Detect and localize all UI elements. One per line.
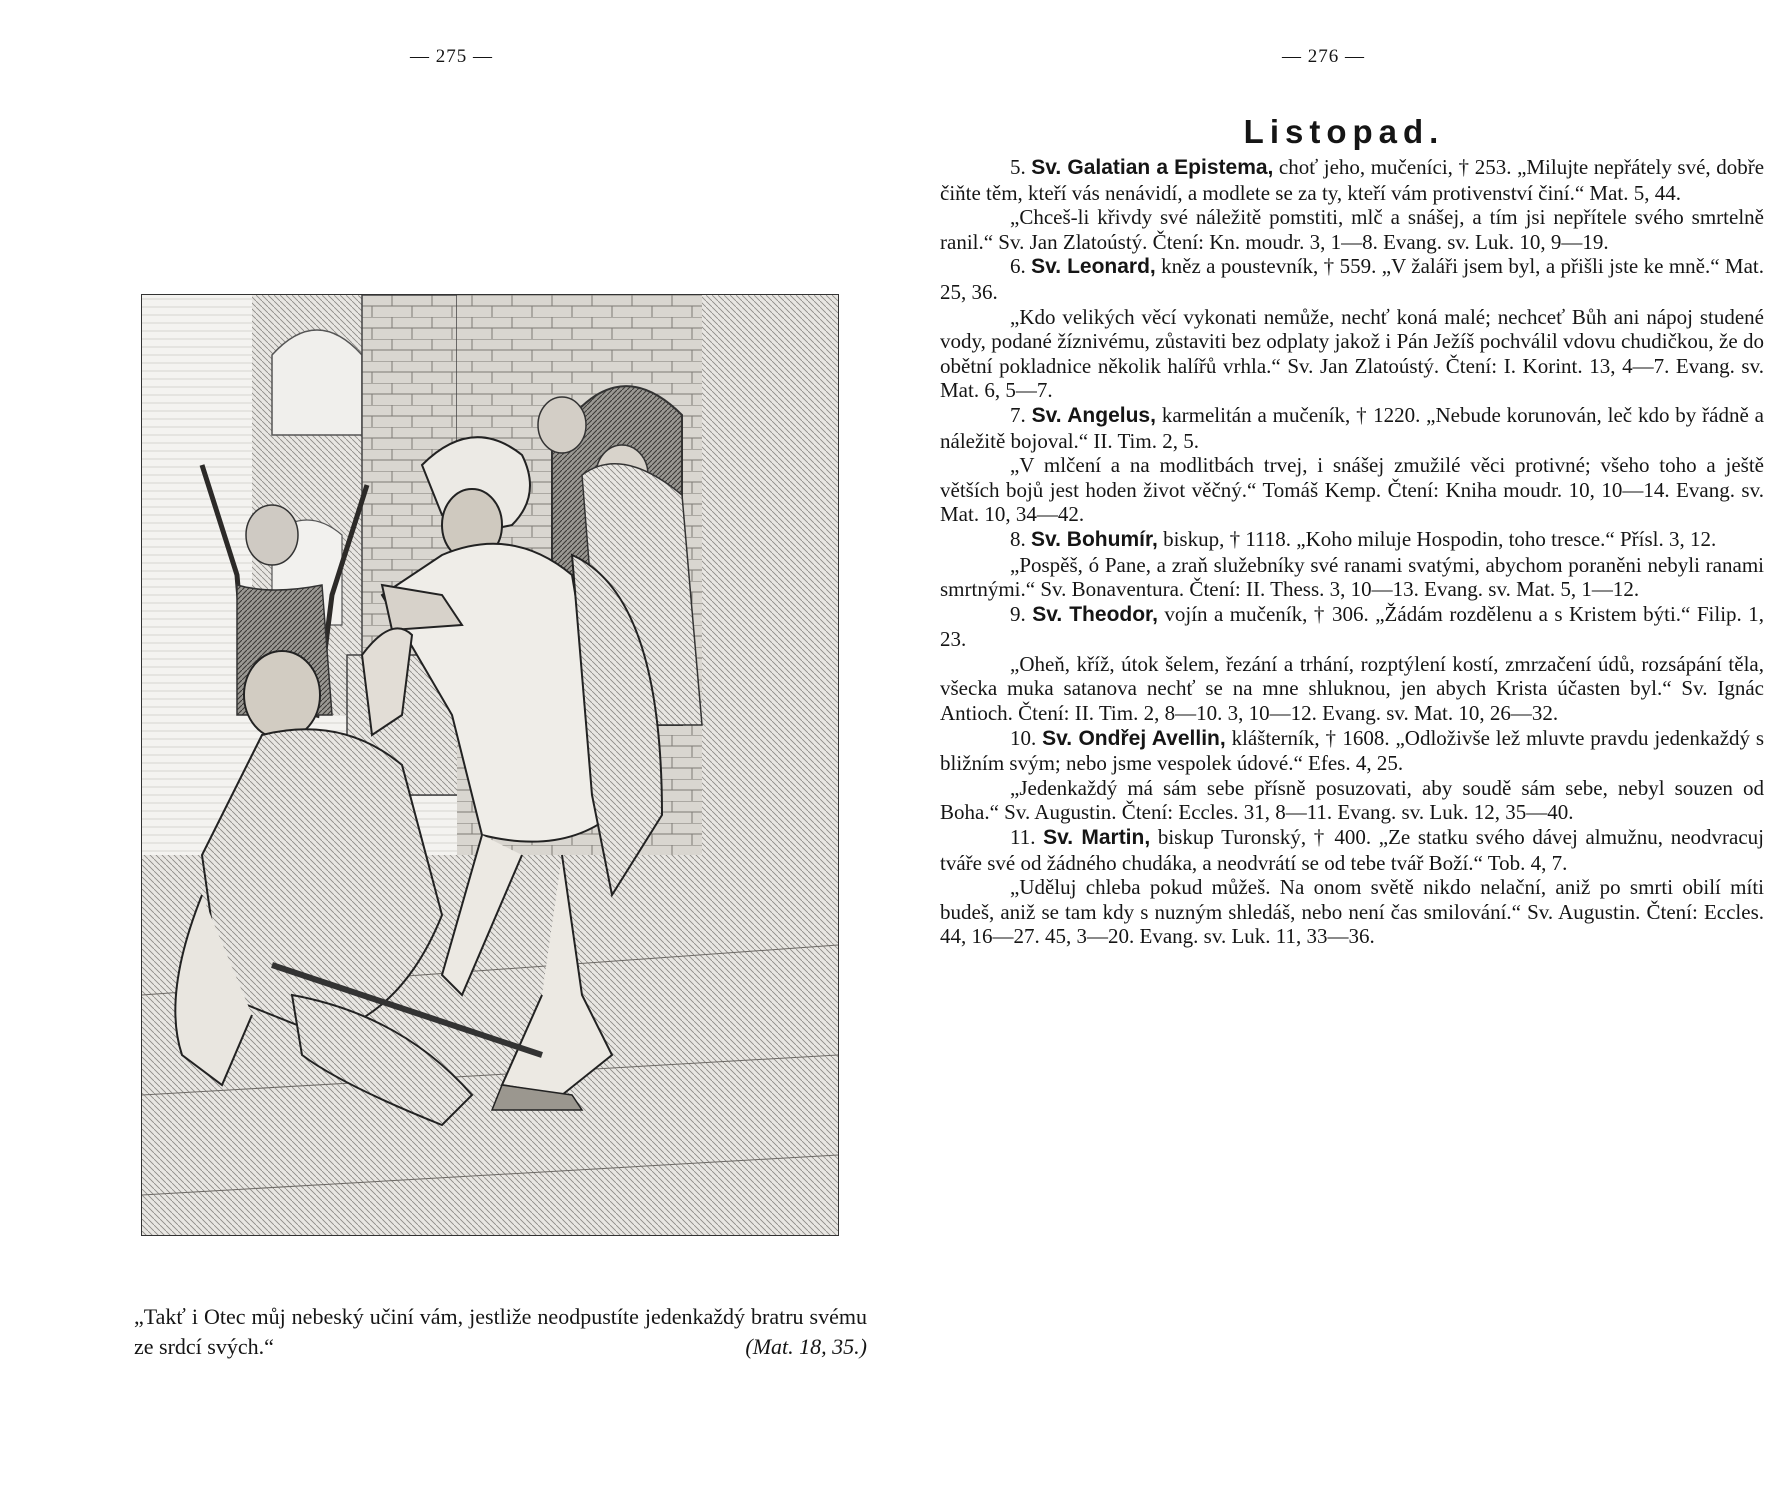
entry-text: [940, 825, 1764, 875]
entry-body: vojín a mučeník, † 306. „Žádám rozdělenu a s Kristem býti.“ Filip. 1, 23.: [940, 601, 1764, 652]
saint-name: Sv. Martin,: [1043, 826, 1151, 850]
saint-name: Sv. Ondřej Avellin,: [1042, 726, 1226, 750]
entry-text: [940, 155, 1764, 205]
entry-text: [940, 403, 1764, 453]
entry-quote: „V mlčení a na modlitbách trvej, i snášej zmužilé věci protivné; všeho toho a ještě větších bojů jest hoden život věčný.“ Tomáš Kemp. Čtení: Kniha moudr. 10, 10—14. Evang. sv. Mat. 10, 34—42.: [940, 453, 1764, 527]
entry-body: karmelitán a mučeník, † 1220. „Nebude korunován, leč kdo by řádně a náležitě bojoval.“ II. Tim. 2, 5.: [940, 402, 1764, 453]
entry-quote: „Oheň, kříž, útok šelem, řezání a trhání, rozptýlení kostí, zmrzačení údů, rozsápání těla, všecka muka satanova nechť se na mne shluknou, jen abych Krista účasten byl.“ Sv. Ignác Antioch. Čtení: II. Tim. 2, 8—10. 3, 10—12. Evang. sv. Mat. 10, 26—32.: [940, 651, 1764, 726]
entry-number: 11.: [1010, 825, 1036, 850]
entry-quote: „Uděluj chleba pokud můžeš. Na onom světě nikdo nelační, aniž po smrti obilí míti budeš, aniž se tam kdy s nuzným shledáš, nebo není čas smilování.“ Sv. Augustin. Čtení: Eccles. 44, 16—27. 45, 3—20. Evang. sv. Luk. 11, 33—36.: [940, 875, 1764, 949]
page-number-left: — 275 —: [410, 46, 493, 67]
engraving-illustration: [142, 295, 838, 1235]
entry-text: [940, 602, 1764, 652]
entry-quote: „Kdo velikých věcí vykonati nemůže, nechť koná malé; nechceť Bůh ani nápoj studené vody, podané žíznivému, zůstaviti bez odplaty jakož i Pán Ježíš pochválil vdovu chudičkou, že do obětní pokladnice několik halířů vrhla.“ Sv. Jan Zlatoústý. Čtení: I. Korint. 13, 4—7. Evang. sv. Mat. 6, 5—7.: [940, 304, 1764, 403]
saint-name: Sv. Bohumír,: [1031, 527, 1158, 551]
entry-10: [940, 726, 1764, 825]
right-page: [896, 0, 1792, 1500]
entry-11: [940, 825, 1764, 949]
month-title: Listopad.: [1243, 113, 1445, 150]
entry-quote: „Chceš-li křivdy své náležitě pomstiti, mlč a snášej, a tím jsi nepřítele svého smrtelně ranil.“ Sv. Jan Zlatoústý. Čtení: Kn. moudr. 3, 1—8. Evang. sv. Luk. 10, 9—19.: [940, 205, 1764, 254]
entry-quote: „Jedenkaždý má sám sebe přísně posuzovati, aby soudě sám sebe, nebyl souzen od Boha.“ Sv. Augustin. Čtení: Eccles. 31, 8—11. Evang. sv. Luk. 12, 35—40.: [940, 775, 1764, 825]
entry-8: [940, 527, 1764, 602]
entry-body: choť jeho, mučeníci, † 253. „Milujte nepřátely své, dobře čiňte těm, kteří vás nenávidí, a modlete se za ty, kteří vám protivenství činí.“ Mat. 5, 44.: [940, 155, 1765, 205]
illustration: [141, 294, 839, 1236]
caption-quote: „Takť i Otec můj nebeský učiní vám, jestliže neodpustíte jedenkaždý bratru svému ze srdcí svých.“: [134, 1304, 867, 1359]
entry-quote: „Pospěš, ó Pane, a zraň služebníky své ranami svatými, abychom poraněni nebyli ranami smrtnými.“ Sv. Bonaventura. Čtení: II. Thess. 3, 10—13. Evang. sv. Mat. 5, 1—12.: [940, 552, 1764, 602]
entry-6: [940, 254, 1764, 403]
illustration-caption: [134, 1302, 867, 1362]
saint-name: Sv. Leonard,: [1031, 255, 1156, 279]
calendar-entries: [940, 155, 1764, 949]
entry-5: [940, 155, 1764, 254]
entry-body: biskup Turonský, † 400. „Ze statku svého dávej almužnu, neodvracuj tváře své od žádného chudáka, a neodvrátí se od tebe tvář Boží.“ Tob. 4, 7.: [940, 825, 1764, 875]
entry-number: 9.: [1010, 601, 1026, 626]
entry-number: 6.: [1010, 254, 1026, 279]
entry-number: 8.: [1010, 526, 1026, 551]
entry-number: 7.: [1010, 402, 1026, 427]
entry-body: biskup, † 1118. „Koho miluje Hospodin, toho tresce.“ Přísl. 3, 12.: [1163, 526, 1717, 551]
saint-name: Sv. Angelus,: [1031, 403, 1156, 427]
saint-name: Sv. Theodor,: [1032, 602, 1158, 626]
entry-7: [940, 403, 1764, 527]
saint-name: Sv. Galatian a Epistema,: [1031, 156, 1274, 179]
entry-body: kněz a poustevník, † 559. „V žaláři jsem byl, a přišli jste ke mně.“ Mat. 25, 36.: [940, 254, 1764, 304]
entry-number: 5.: [1010, 155, 1026, 179]
entry-9: [940, 602, 1764, 726]
page-number-right: — 276 —: [1282, 46, 1365, 67]
entry-text: [940, 527, 1764, 553]
entry-text: [940, 254, 1764, 304]
entry-body: klášterník, † 1608. „Odloživše lež mluvte pravdu jedenkaždý s bližním svým; nebo jsme vespolek údové.“ Efes. 4, 25.: [940, 725, 1765, 776]
caption-reference: (Mat. 18, 35.): [745, 1334, 867, 1359]
entry-text: [940, 726, 1764, 776]
entry-number: 10.: [1010, 725, 1037, 750]
